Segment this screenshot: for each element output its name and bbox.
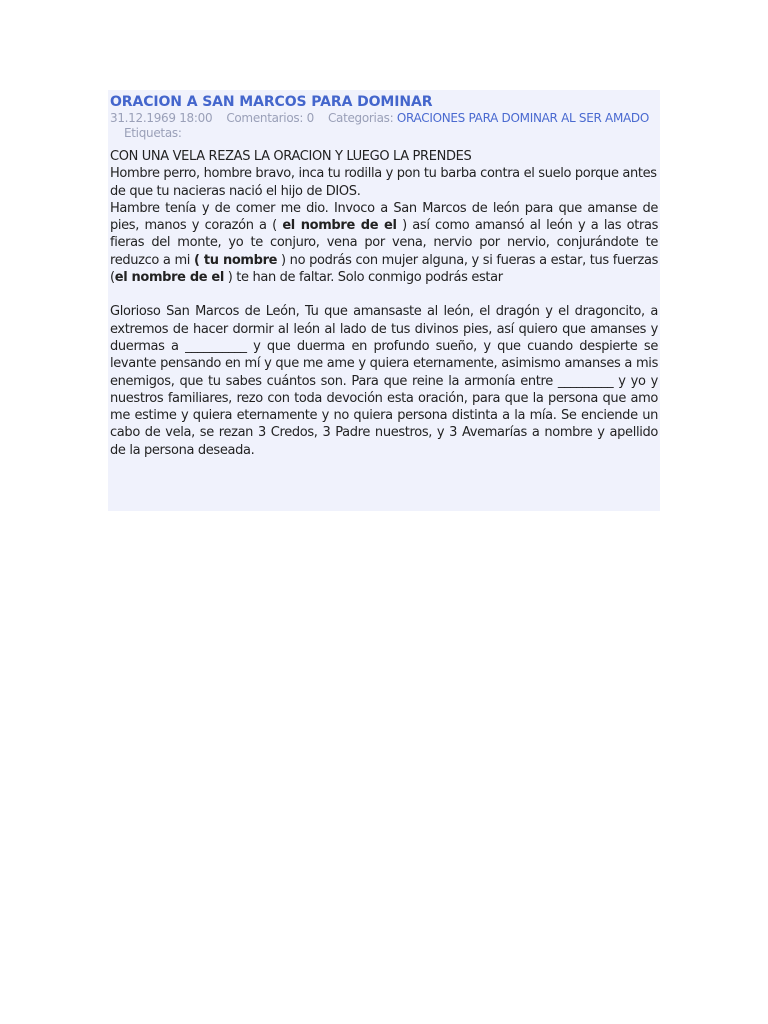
prayer-text: ) así como amansó al león y a las otras fieras del monte, yo te conjuro, vena por vena, nervio por nervio, conjurándote te reduzco a mi [110, 218, 658, 268]
prayer-text: Hambre tenía y de comer me dio. Invoco a San Marcos de león para que amanse de pies, manos y corazón a ( [110, 200, 658, 234]
prayer-text: ) no podrás con mujer alguna, y si fueras a estar, tus fuerzas ( [110, 252, 659, 286]
prayer-text: ) te han de faltar. Solo conmigo podrás estar [224, 270, 503, 286]
categories-label: Categorias: [327, 111, 394, 125]
intro-line: CON UNA VELA REZAS LA ORACION Y LUEGO LA PRENDES [110, 149, 472, 164]
post-date: 31.12.1969 18:00 [110, 111, 213, 125]
tags-label: Etiquetas: [124, 126, 182, 140]
post-body [110, 148, 658, 459]
name-placeholder: ( tu nombre [193, 252, 278, 268]
post-meta [110, 111, 658, 141]
prayer-paragraph [110, 200, 658, 286]
blog-post [108, 90, 660, 511]
comments-link[interactable]: Comentarios: 0 [226, 111, 314, 125]
post-title[interactable]: ORACION A SAN MARCOS PARA DOMINAR [110, 94, 433, 110]
glorioso-paragraph: Glorioso San Marcos de León, Tu que amansaste al león, el dragón y el dragoncito, a extremos de hacer dormir al león al lado de tus divinos pies, así quiero que amanses y duermas a __________ y que duerma en profundo sueño, y que cuando despierte se levante pensando en mí y que me ame y quiera eternamente, asimismo amanses a mis enemigos, que tu sabes cuántos son. Para que reine la armonía entre _________ y yo y nuestros familiares, rezo con toda devoción esta oración, para que la persona que amo me estime y quiera eternamente y no quiera persona distinta a la mía. Se enciende un cabo de vela, se rezan 3 Credos, 3 Padre nuestros, y 3 Avemarías a nombre y apellido de la persona deseada. [110, 304, 658, 458]
category-link[interactable]: ORACIONES PARA DOMINAR AL SER AMADO [396, 111, 649, 125]
name-placeholder: el nombre de el [114, 270, 224, 286]
name-placeholder: el nombre de el [282, 218, 397, 234]
prayer-line: Hombre perro, hombre bravo, inca tu rodilla y pon tu barba contra el suelo porque antes de que tu nacieras nació el hijo de DIOS. [110, 166, 657, 199]
